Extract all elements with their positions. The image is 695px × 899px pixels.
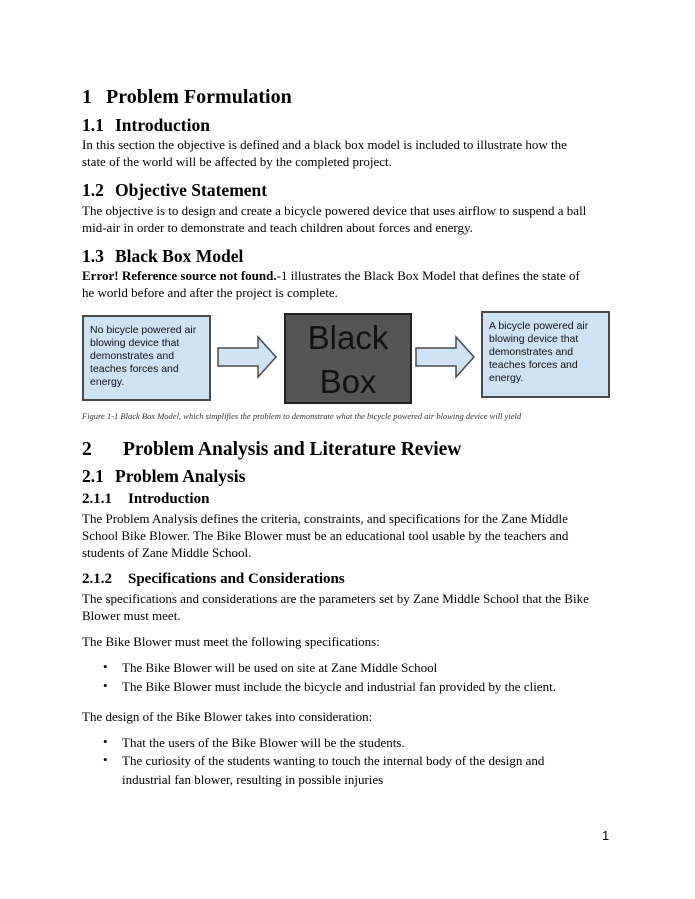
bullet-marker: • <box>103 659 108 674</box>
section-title: Introduction <box>128 491 210 507</box>
objective-paragraph <box>82 202 586 236</box>
text-line: The specifications and considerations are the parameters set by Zane Middle School that the Bike <box>82 591 589 606</box>
section-title: Specifications and Considerations <box>128 571 345 587</box>
section-number: 1.3 <box>82 246 104 266</box>
figure-caption: Figure 1-1 Black Box Model, which simplifies the problem to demonstrate what the bicycle powered air blowing device will yield <box>82 411 522 421</box>
list-item: That the users of the Bike Blower will be the students. <box>122 735 405 750</box>
section-title: Problem Analysis <box>115 466 246 486</box>
text-line: School Bike Blower. The Bike Blower must be an educational tool usable by the teachers and <box>82 528 569 543</box>
heading-2-1-1 <box>82 491 209 508</box>
black-box-paragraph <box>82 267 580 301</box>
considerations-intro: The design of the Bike Blower takes into consideration: <box>82 709 373 724</box>
list-item-continuation: industrial fan blower, resulting in possible injuries <box>122 772 384 787</box>
text-line: students of Zane Middle School. <box>82 545 252 560</box>
analysis-intro-paragraph <box>82 510 568 561</box>
section-title: Problem Analysis and Literature Review <box>123 439 462 460</box>
section-title: Objective Statement <box>115 180 268 200</box>
text-line: The Problem Analysis defines the criteria, constraints, and specifications for the Zane Middle <box>82 511 568 526</box>
page-number: 1 <box>602 828 610 843</box>
section-number: 2.1 <box>82 466 104 486</box>
bullet-marker: • <box>103 752 108 767</box>
section-number: 2 <box>82 439 92 460</box>
heading-2-1 <box>82 466 245 487</box>
bullet-marker: • <box>103 678 108 693</box>
section-number: 2.1.1 <box>82 491 112 507</box>
black-box-label-line: Black <box>307 319 389 356</box>
black-box-label-line: Box <box>319 363 377 400</box>
section-title: Black Box Model <box>115 246 244 266</box>
right-arrow-icon <box>216 334 280 380</box>
heading-1-1 <box>82 115 210 136</box>
section-title: Introduction <box>115 115 210 135</box>
spec-intro: The Bike Blower must meet the following specifications: <box>82 634 380 649</box>
specifications-paragraph <box>82 590 589 624</box>
section-number: 1 <box>82 86 92 108</box>
section-title: Problem Formulation <box>106 86 292 108</box>
reference-error: Error! Reference source not found. <box>82 268 277 283</box>
intro-paragraph <box>82 136 567 170</box>
list-item: The Bike Blower must include the bicycle and industrial fan provided by the client. <box>122 679 556 694</box>
text-line: In this section the objective is defined and a black box model is included to illustrate how the <box>82 137 567 152</box>
text-line: state of the world will be affected by the completed project. <box>82 154 392 169</box>
section-number: 1.1 <box>82 115 104 135</box>
heading-section-2 <box>82 439 461 461</box>
list-item: The curiosity of the students wanting to touch the internal body of the design and <box>122 753 545 768</box>
text-line: -1 illustrates the Black Box Model that defines the state of <box>276 268 580 283</box>
after-state-box: A bicycle powered air blowing device that demonstrates and teaches forces and energy. <box>481 311 610 398</box>
heading-section-1 <box>82 86 292 109</box>
text-line: The objective is to design and create a bicycle powered device that uses airflow to suspend a ball <box>82 203 587 218</box>
before-state-box: No bicycle powered air blowing device that demonstrates and teaches forces and energy. <box>82 315 211 401</box>
bullet-marker: • <box>103 734 108 749</box>
heading-1-2 <box>82 180 267 201</box>
section-number: 1.2 <box>82 180 104 200</box>
section-number: 2.1.2 <box>82 571 112 587</box>
right-arrow-icon <box>414 334 478 380</box>
list-item: The Bike Blower will be used on site at Zane Middle School <box>122 660 438 675</box>
text-line: he world before and after the project is complete. <box>82 285 338 300</box>
heading-1-3 <box>82 246 243 267</box>
text-line: mid-air in order to demonstrate and teach children about forces and energy. <box>82 220 473 235</box>
text-line: Blower must meet. <box>82 608 181 623</box>
black-box <box>284 313 412 404</box>
heading-2-1-2 <box>82 571 345 588</box>
